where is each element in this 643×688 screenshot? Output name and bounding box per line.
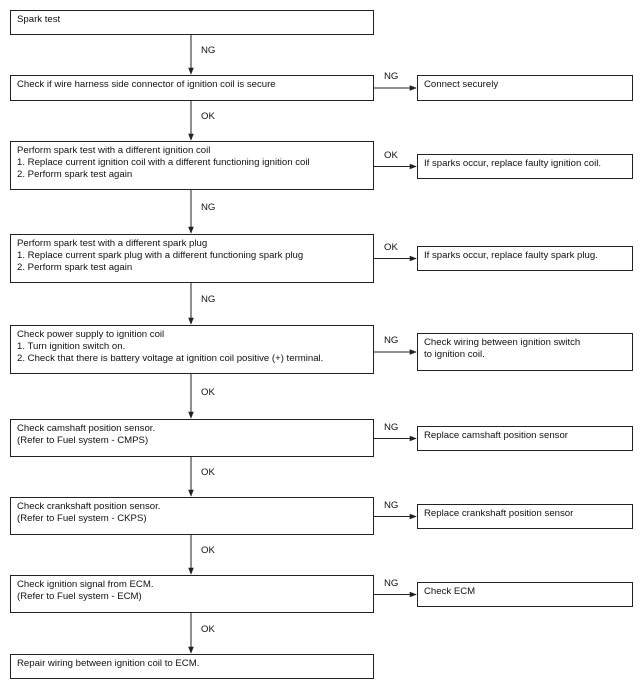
step-line: (Refer to Fuel system - CKPS): [17, 513, 147, 524]
step-test-different-spark-plug: [10, 234, 374, 283]
step-spark-test: [10, 10, 374, 35]
step-line: (Refer to Fuel system - CMPS): [17, 435, 149, 446]
result-line: Check wiring between ignition switch: [424, 337, 581, 348]
step-repair-wiring: [10, 654, 374, 679]
edge-label: OK: [384, 149, 398, 161]
step-line: 1. Replace current spark plug with a different functioning spark plug: [17, 250, 304, 261]
result-connect-securely: [417, 75, 633, 101]
step-check-crankshaft-sensor: [10, 497, 374, 535]
step-line: Spark test: [17, 14, 61, 25]
step-line: Check camshaft position sensor.: [17, 423, 156, 434]
result-line: to ignition coil.: [424, 349, 485, 360]
edge-label: OK: [201, 111, 215, 122]
edge-label: NG: [384, 421, 399, 433]
step-line: Check power supply to ignition coil: [17, 329, 165, 340]
step-line: Repair wiring between ignition coil to ECM.: [17, 658, 200, 669]
step-line: (Refer to Fuel system - ECM): [17, 591, 142, 602]
step-line: 1. Turn ignition switch on.: [17, 341, 126, 352]
result-check-ecm: [417, 582, 633, 607]
step-check-connector: [10, 75, 374, 101]
result-line: If sparks occur, replace faulty spark plug.: [424, 250, 598, 261]
result-check-wiring-ignition-switch: [417, 333, 633, 371]
result-replace-ignition-coil: [417, 154, 633, 179]
edge-label: NG: [201, 294, 216, 305]
edge-label: NG: [201, 45, 216, 56]
step-line: Check if wire harness side connector of ignition coil is secure: [17, 79, 276, 90]
result-line: Connect securely: [424, 79, 499, 90]
step-line: Check crankshaft position sensor.: [17, 501, 161, 512]
result-line: If sparks occur, replace faulty ignition coil.: [424, 158, 602, 169]
edge-label: NG: [384, 499, 399, 511]
edge-label: NG: [384, 577, 399, 589]
result-line: Replace camshaft position sensor: [424, 430, 568, 441]
result-line: Replace crankshaft position sensor: [424, 508, 574, 519]
step-line: 2. Perform spark test again: [17, 262, 133, 273]
step-test-different-ignition-coil: [10, 141, 374, 190]
edge-label: NG: [384, 71, 399, 82]
step-line: Perform spark test with a different spark plug: [17, 238, 208, 249]
edge-label: NG: [201, 202, 216, 213]
edge-label: OK: [201, 467, 215, 478]
step-line: Perform spark test with a different ignition coil: [17, 145, 211, 156]
edge-label: OK: [201, 545, 215, 556]
result-line: Check ECM: [424, 586, 476, 597]
edge-label: NG: [384, 335, 399, 346]
step-line: 2. Perform spark test again: [17, 169, 133, 180]
step-check-camshaft-sensor: [10, 419, 374, 457]
step-check-ignition-signal: [10, 575, 374, 613]
edge-label: OK: [201, 386, 215, 398]
step-check-power-supply: [10, 325, 374, 374]
edge-label: OK: [201, 623, 215, 635]
step-line: Check ignition signal from ECM.: [17, 579, 154, 590]
result-replace-crankshaft-sensor: [417, 504, 633, 529]
result-replace-camshaft-sensor: [417, 426, 633, 451]
step-line: 1. Replace current ignition coil with a different functioning ignition coil: [17, 157, 310, 168]
edge-label: OK: [384, 241, 398, 253]
result-replace-spark-plug: [417, 246, 633, 271]
step-line: 2. Check that there is battery voltage at ignition coil positive (+) terminal.: [17, 353, 324, 364]
